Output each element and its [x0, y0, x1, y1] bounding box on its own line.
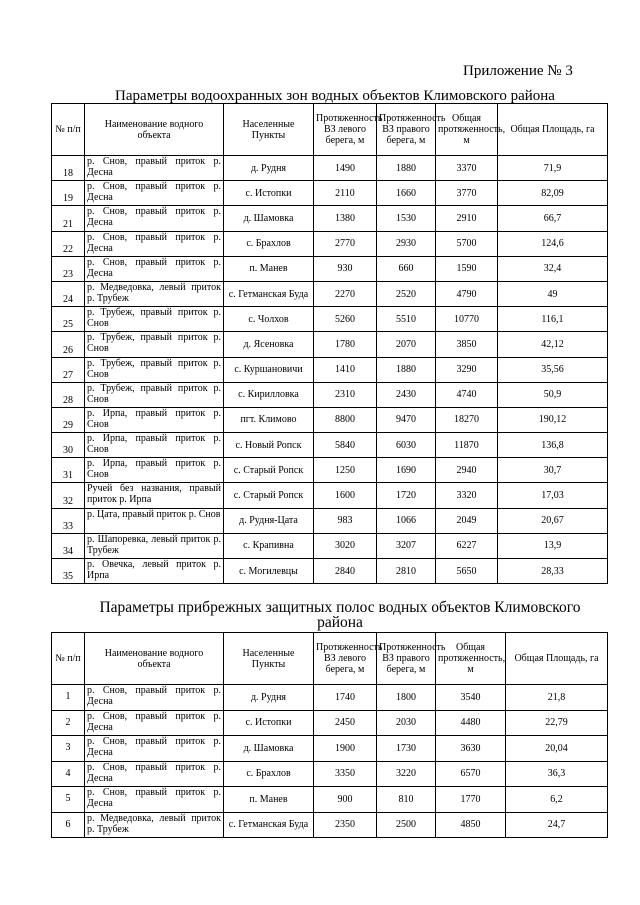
cell-area: 24,7 [506, 812, 608, 838]
cell-water-object: р. Ирпа, правый приток р. Снов [85, 458, 224, 483]
table-row [52, 736, 608, 762]
cell-num: 23 [52, 256, 85, 281]
cell-settlement: п. Манев [224, 256, 314, 281]
cell-left-length: 1740 [314, 685, 377, 711]
cell-settlement: с. Куршановичи [224, 357, 314, 382]
cell-water-object: р. Снов, правый приток р. Десна [85, 156, 224, 181]
table-row [52, 433, 608, 458]
cell-left-length: 2450 [314, 710, 377, 736]
header-num: № п/п [52, 104, 85, 156]
cell-right-length: 810 [377, 787, 436, 813]
cell-num: 31 [52, 458, 85, 483]
cell-right-length: 1690 [377, 458, 436, 483]
header-name: Наименование водного объекта [85, 633, 224, 685]
table2-title: Параметры прибрежных защитных полос водных объектов Климовского района [99, 599, 581, 631]
cell-settlement: с. Истопки [224, 181, 314, 206]
cell-num: 29 [52, 407, 85, 432]
cell-num: 1 [52, 685, 85, 711]
header-total: Общая протяженность, м [436, 104, 498, 156]
cell-num: 21 [52, 206, 85, 231]
header-left: Протяженность ВЗ левого берега, м [314, 633, 377, 685]
cell-left-length: 5260 [314, 307, 377, 332]
table1-title: Параметры водоохранных зон водных объектов Климовского района [115, 88, 555, 104]
cell-right-length: 1730 [377, 736, 436, 762]
cell-num: 35 [52, 559, 85, 584]
cell-total-length: 1770 [436, 787, 506, 813]
cell-left-length: 1410 [314, 357, 377, 382]
cell-left-length: 1600 [314, 483, 377, 508]
header-num: № п/п [52, 633, 85, 685]
cell-left-length: 930 [314, 256, 377, 281]
cell-total-length: 18270 [436, 407, 498, 432]
cell-left-length: 8800 [314, 407, 377, 432]
cell-area: 116,1 [498, 307, 608, 332]
table-row [52, 787, 608, 813]
cell-settlement: с. Новый Ропск [224, 433, 314, 458]
cell-total-length: 3290 [436, 357, 498, 382]
cell-settlement: с. Брахлов [224, 761, 314, 787]
cell-left-length: 2840 [314, 559, 377, 584]
table2-header-row [52, 633, 608, 685]
cell-left-length: 1780 [314, 332, 377, 357]
cell-total-length: 3320 [436, 483, 498, 508]
table-row [52, 483, 608, 508]
cell-total-length: 2940 [436, 458, 498, 483]
cell-water-object: р. Трубеж, правый приток р. Снов [85, 332, 224, 357]
table-row [52, 307, 608, 332]
cell-left-length: 2770 [314, 231, 377, 256]
cell-num: 19 [52, 181, 85, 206]
cell-area: 20,67 [498, 508, 608, 533]
cell-settlement: д. Шамовка [224, 206, 314, 231]
cell-right-length: 660 [377, 256, 436, 281]
table-row [52, 761, 608, 787]
cell-total-length: 4850 [436, 812, 506, 838]
cell-total-length: 5700 [436, 231, 498, 256]
cell-right-length: 1530 [377, 206, 436, 231]
cell-area: 6,2 [506, 787, 608, 813]
cell-water-object: р. Шапоревка, левый приток р. Трубеж [85, 533, 224, 558]
cell-water-object: р. Снов, правый приток р. Десна [85, 231, 224, 256]
cell-total-length: 5650 [436, 559, 498, 584]
table-row [52, 332, 608, 357]
cell-left-length: 3350 [314, 761, 377, 787]
cell-area: 13,9 [498, 533, 608, 558]
cell-num: 30 [52, 433, 85, 458]
cell-right-length: 5510 [377, 307, 436, 332]
header-left: Протяженность ВЗ левого берега, м [314, 104, 377, 156]
table-row [52, 181, 608, 206]
cell-right-length: 3207 [377, 533, 436, 558]
cell-right-length: 1720 [377, 483, 436, 508]
cell-total-length: 6227 [436, 533, 498, 558]
cell-left-length: 900 [314, 787, 377, 813]
cell-water-object: р. Снов, правый приток р. Десна [85, 787, 224, 813]
table-row [52, 357, 608, 382]
cell-total-length: 6570 [436, 761, 506, 787]
cell-right-length: 1880 [377, 357, 436, 382]
cell-settlement: д. Ясеновка [224, 332, 314, 357]
cell-right-length: 1660 [377, 181, 436, 206]
cell-total-length: 2049 [436, 508, 498, 533]
cell-num: 26 [52, 332, 85, 357]
cell-water-object: р. Ирпа, правый приток р. Снов [85, 407, 224, 432]
cell-left-length: 2350 [314, 812, 377, 838]
cell-area: 30,7 [498, 458, 608, 483]
cell-right-length: 2810 [377, 559, 436, 584]
cell-num: 3 [52, 736, 85, 762]
cell-right-length: 2930 [377, 231, 436, 256]
cell-right-length: 2520 [377, 281, 436, 306]
cell-settlement: с. Гетманская Буда [224, 281, 314, 306]
cell-settlement: с. Старый Ропск [224, 458, 314, 483]
cell-settlement: с. Крапивна [224, 533, 314, 558]
cell-left-length: 983 [314, 508, 377, 533]
cell-water-object: р. Снов, правый приток р. Десна [85, 685, 224, 711]
cell-area: 190,12 [498, 407, 608, 432]
cell-settlement: с. Брахлов [224, 231, 314, 256]
cell-total-length: 4480 [436, 710, 506, 736]
cell-num: 4 [52, 761, 85, 787]
cell-area: 22,79 [506, 710, 608, 736]
cell-right-length: 2430 [377, 382, 436, 407]
cell-num: 2 [52, 710, 85, 736]
cell-water-object: р. Овечка, левый приток р. Ирпа [85, 559, 224, 584]
cell-settlement: с. Старый Ропск [224, 483, 314, 508]
cell-water-object: р. Снов, правый приток р. Десна [85, 710, 224, 736]
cell-num: 34 [52, 533, 85, 558]
cell-settlement: д. Рудня-Цата [224, 508, 314, 533]
cell-water-object: р. Снов, правый приток р. Десна [85, 736, 224, 762]
cell-settlement: с. Чолхов [224, 307, 314, 332]
cell-area: 42,12 [498, 332, 608, 357]
table2-body [52, 685, 608, 838]
cell-water-object: р. Трубеж, правый приток р. Снов [85, 382, 224, 407]
cell-num: 5 [52, 787, 85, 813]
cell-settlement: с. Истопки [224, 710, 314, 736]
cell-area: 136,8 [498, 433, 608, 458]
cell-area: 21,8 [506, 685, 608, 711]
cell-total-length: 3370 [436, 156, 498, 181]
table-row [52, 559, 608, 584]
cell-water-object: р. Цата, правый приток р. Снов [85, 508, 224, 533]
cell-total-length: 10770 [436, 307, 498, 332]
appendix-label: Приложение № 3 [463, 63, 573, 79]
cell-settlement: д. Шамовка [224, 736, 314, 762]
cell-right-length: 1066 [377, 508, 436, 533]
header-places: Населенные Пункты [224, 633, 314, 685]
cell-water-object: р. Трубеж, правый приток р. Снов [85, 357, 224, 382]
cell-right-length: 1880 [377, 156, 436, 181]
table1-body [52, 156, 608, 584]
cell-total-length: 4740 [436, 382, 498, 407]
table-row [52, 256, 608, 281]
cell-num: 24 [52, 281, 85, 306]
header-name: Наименование водного объекта [85, 104, 224, 156]
cell-water-object: Ручей без названия, правый приток р. Ирпа [85, 483, 224, 508]
header-right: Протяженность ВЗ правого берега, м [377, 104, 436, 156]
cell-area: 28,33 [498, 559, 608, 584]
cell-left-length: 1380 [314, 206, 377, 231]
cell-total-length: 11870 [436, 433, 498, 458]
cell-area: 36,3 [506, 761, 608, 787]
table1-header-row [52, 104, 608, 156]
table-row [52, 156, 608, 181]
cell-num: 27 [52, 357, 85, 382]
cell-num: 22 [52, 231, 85, 256]
table-row [52, 382, 608, 407]
cell-area: 66,7 [498, 206, 608, 231]
cell-area: 35,56 [498, 357, 608, 382]
table-row [52, 407, 608, 432]
cell-right-length: 3220 [377, 761, 436, 787]
table-row [52, 533, 608, 558]
cell-water-object: р. Снов, правый приток р. Десна [85, 256, 224, 281]
cell-water-object: р. Ирпа, правый приток р. Снов [85, 433, 224, 458]
header-right: Протяженность ВЗ правого берега, м [377, 633, 436, 685]
cell-area: 17,03 [498, 483, 608, 508]
cell-total-length: 4790 [436, 281, 498, 306]
cell-left-length: 1490 [314, 156, 377, 181]
cell-left-length: 1900 [314, 736, 377, 762]
cell-area: 124,6 [498, 231, 608, 256]
header-area: Общая Площадь, га [506, 633, 608, 685]
cell-water-object: р. Медведовка, левый приток р. Трубеж [85, 812, 224, 838]
cell-left-length: 3020 [314, 533, 377, 558]
cell-settlement: с. Гетманская Буда [224, 812, 314, 838]
cell-area: 49 [498, 281, 608, 306]
cell-num: 28 [52, 382, 85, 407]
header-places: Населенные Пункты [224, 104, 314, 156]
water-protection-zones-table [51, 103, 608, 584]
header-area: Общая Площадь, га [498, 104, 608, 156]
cell-water-object: р. Снов, правый приток р. Десна [85, 761, 224, 787]
table-row [52, 206, 608, 231]
cell-area: 32,4 [498, 256, 608, 281]
cell-settlement: с. Кирилловка [224, 382, 314, 407]
cell-right-length: 2030 [377, 710, 436, 736]
cell-left-length: 2310 [314, 382, 377, 407]
cell-area: 20,04 [506, 736, 608, 762]
cell-right-length: 9470 [377, 407, 436, 432]
cell-total-length: 3540 [436, 685, 506, 711]
cell-total-length: 3850 [436, 332, 498, 357]
cell-area: 71,9 [498, 156, 608, 181]
cell-total-length: 2910 [436, 206, 498, 231]
table-row [52, 508, 608, 533]
cell-water-object: р. Снов, правый приток р. Десна [85, 206, 224, 231]
table-row [52, 281, 608, 306]
table-row [52, 458, 608, 483]
cell-total-length: 3630 [436, 736, 506, 762]
table-row [52, 710, 608, 736]
cell-num: 6 [52, 812, 85, 838]
cell-water-object: р. Трубеж, правый приток р. Снов [85, 307, 224, 332]
cell-settlement: пгт. Климово [224, 407, 314, 432]
coastal-protection-strips-table [51, 632, 608, 838]
cell-water-object: р. Снов, правый приток р. Десна [85, 181, 224, 206]
header-total: Общая протяженность, м [436, 633, 506, 685]
cell-settlement: п. Манев [224, 787, 314, 813]
cell-num: 25 [52, 307, 85, 332]
cell-left-length: 1250 [314, 458, 377, 483]
cell-left-length: 5840 [314, 433, 377, 458]
cell-settlement: с. Могилевцы [224, 559, 314, 584]
cell-num: 32 [52, 483, 85, 508]
table-row [52, 231, 608, 256]
table-row [52, 812, 608, 838]
cell-settlement: д. Рудня [224, 156, 314, 181]
cell-total-length: 1590 [436, 256, 498, 281]
table-row [52, 685, 608, 711]
cell-right-length: 2500 [377, 812, 436, 838]
cell-num: 33 [52, 508, 85, 533]
cell-right-length: 1800 [377, 685, 436, 711]
cell-water-object: р. Медведовка, левый приток р. Трубеж [85, 281, 224, 306]
cell-area: 50,9 [498, 382, 608, 407]
cell-left-length: 2270 [314, 281, 377, 306]
cell-total-length: 3770 [436, 181, 498, 206]
cell-area: 82,09 [498, 181, 608, 206]
cell-left-length: 2110 [314, 181, 377, 206]
cell-settlement: д. Рудня [224, 685, 314, 711]
cell-right-length: 2070 [377, 332, 436, 357]
cell-num: 18 [52, 156, 85, 181]
cell-right-length: 6030 [377, 433, 436, 458]
